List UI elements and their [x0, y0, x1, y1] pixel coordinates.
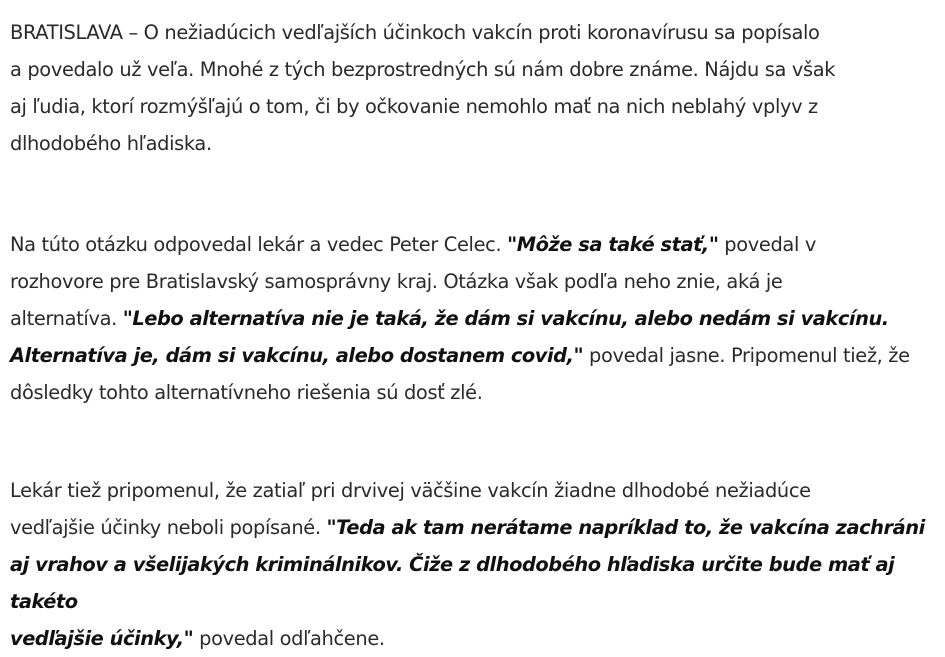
paragraph-text: povedal odľahčene. — [193, 627, 385, 650]
quote-text: aj vrahov a všelijakých kriminálnikov. Čiže z dlhodobého hľadiska určite bude mať aj takéto — [10, 553, 895, 613]
paragraph-text: rozhovore pre Bratislavský samosprávny kraj. Otázka však podľa neho znie, aká je — [10, 270, 783, 293]
paragraph-line: dlhodobého hľadiska. — [10, 132, 212, 155]
quote-text: "Môže sa také stať," — [507, 233, 719, 256]
article-paragraph-side-effects — [10, 472, 935, 657]
paragraph-line: a povedalo už veľa. Mnohé z tých bezprostredných sú nám dobre známe. Nájdu sa však — [10, 58, 836, 81]
paragraph-line: BRATISLAVA – O nežiadúcich vedľajších účinkoch vakcín proti koronavírusu sa popísalo — [10, 21, 820, 44]
article-paragraph-intro — [10, 14, 935, 162]
quote-text: "Teda ak tam nerátame napríklad to, že vakcína zachráni — [326, 516, 925, 539]
paragraph-text: dôsledky tohto alternatívneho riešenia sú dosť zlé. — [10, 381, 483, 404]
paragraph-text: povedal jasne. Pripomenul tiež, že — [583, 344, 910, 367]
paragraph-text: alternatíva. — [10, 307, 123, 330]
paragraph-text: vedľajšie účinky neboli popísané. — [10, 516, 327, 539]
paragraph-text: Na túto otázku odpovedal lekár a vedec Peter Celec. — [10, 233, 508, 256]
article-paragraph-celec — [10, 226, 935, 411]
paragraph-line: aj ľudia, ktorí rozmýšľajú o tom, či by očkovanie nemohlo mať na nich neblahý vplyv z — [10, 95, 818, 118]
quote-text: vedľajšie účinky," — [10, 627, 194, 650]
paragraph-text: Lekár tiež pripomenul, že zatiaľ pri drvivej väčšine vakcín žiadne dlhodobé nežiadúce — [10, 479, 811, 502]
quote-text: "Lebo alternatíva nie je taká, že dám si vakcínu, alebo nedám si vakcínu. — [122, 307, 889, 330]
quote-text: Alternatíva je, dám si vakcínu, alebo dostanem covid," — [10, 344, 584, 367]
paragraph-text: povedal v — [718, 233, 816, 256]
